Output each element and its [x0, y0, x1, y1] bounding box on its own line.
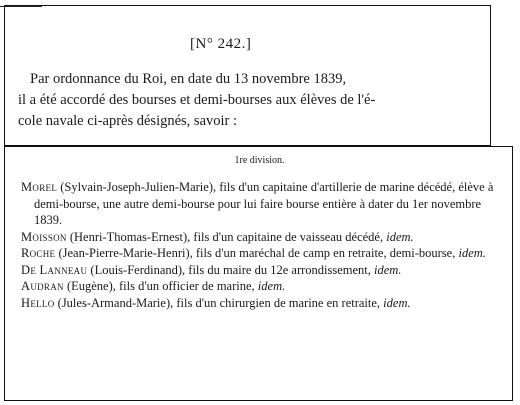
entry-audran: [21, 278, 495, 295]
entry-name: Roche: [21, 246, 56, 260]
entry-hello: [21, 295, 495, 312]
entry-roche: [21, 245, 495, 262]
entry-text: (Louis-Ferdinand), fils du maire du 12e arrondissement,: [87, 262, 375, 277]
entries-list: [21, 179, 495, 311]
entry-text: (Henri-Thomas-Ernest), fils d'un capitaine de vaisseau décédé,: [66, 229, 387, 244]
entry-morel: [21, 179, 495, 229]
entry-text: (Eugène), fils d'un officier de marine,: [63, 279, 258, 293]
entry-de-lanneau: [21, 262, 495, 279]
entry-idem: idem.: [383, 295, 411, 310]
entry-text: (Jean-Pierre-Marie-Henri), fils d'un maréchal de camp en retraite, demi-bourse,: [55, 246, 459, 260]
entry-idem: idem.: [386, 229, 414, 244]
ordonnance-line-1: Par ordonnance du Roi, en date du 13 novembre 1839,: [30, 71, 347, 87]
entry-text: (Jules-Armand-Marie), fils d'un chirurgien de marine en retraite,: [54, 295, 384, 310]
division-box: [4, 146, 513, 401]
entry-moisson: [21, 229, 495, 246]
entry-idem: idem.: [458, 246, 486, 260]
entry-name: Morel: [21, 180, 58, 194]
entry-name: Hello: [21, 295, 55, 310]
entry-idem: idem.: [257, 279, 286, 293]
document-number: [N° 242.]: [190, 36, 252, 52]
entry-text: (Sylvain-Joseph-Julien-Marie), fils d'un capitaine d'artillerie de marine décédé, élève à demi-bourse, une autre demi-bourse pour lui faire bourse entière à dater du 1er novembre 1839.: [34, 180, 494, 227]
entry-name: Audran: [21, 279, 64, 293]
ordonnance-line-3: cole navale ci-après désignés, savoir :: [18, 113, 238, 129]
entry-name: De Lanneau: [21, 262, 88, 277]
entry-idem: idem.: [374, 262, 402, 277]
entry-name: Moisson: [21, 229, 67, 244]
ordonnance-paragraph: [18, 69, 480, 132]
division-title: 1re division.: [234, 155, 285, 166]
ordonnance-line-2: il a été accordé des bourses et demi-bourses aux élèves de l'é-: [18, 92, 376, 108]
